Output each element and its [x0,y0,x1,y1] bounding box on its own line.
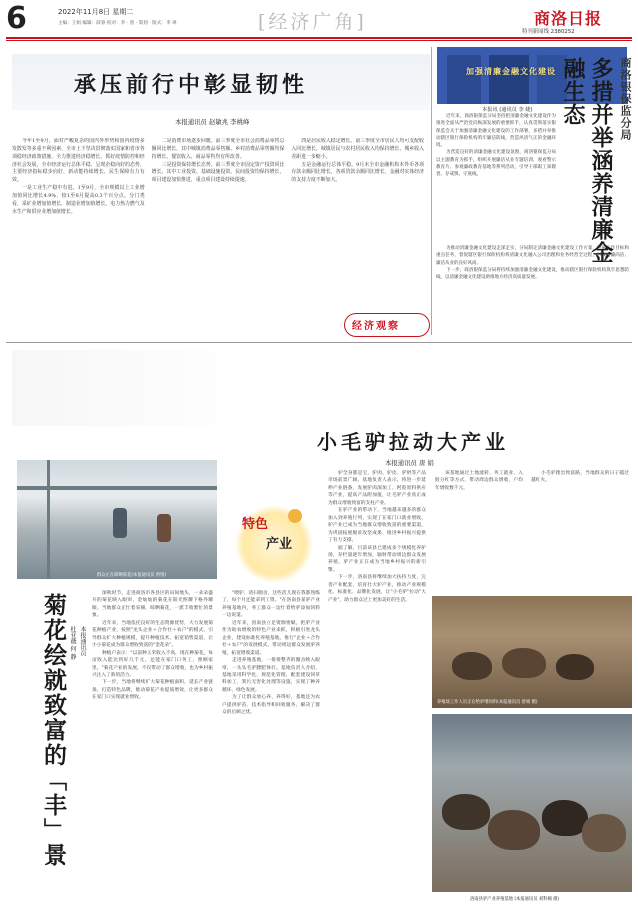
paragraph: 五是金融运行总体平稳。9月末全市金融机构本外币各项存款余额同比增长，各项贷款余额同比增长，金融对实体经济的支持力度不断加大。 [291,161,425,184]
story1-column [152,138,285,333]
story2-body [436,113,629,335]
story2-headline: 多措并举涵养清廉金融生态 [560,57,614,264]
donkey-body-3 [435,470,523,590]
paragraph: 今年1至9月，面对严峻复杂的国内外形势和国内疫情多发散发等多重不利因素，全市上下坚决贯彻落实国家和省市各项稳经济政策措施，全力推进经济稳增长，抓好疫情防控和经济社会发展，全市经济运行总体平稳、呈现企稳向好的态势，主要经济指标稳步向好，新动能持续增长，民生保障有力有效。 [12,138,145,184]
story2-column-wide [436,245,629,335]
story1-byline: 本报通讯员 赵敏兆 李桃峰 [175,118,250,126]
building-shape [489,55,529,104]
editors-line: 主编：王娟 编辑：薛睿 校对：李 · 唐 · 策划 · 版式：李 翠 [58,21,177,26]
paragraph: 下一步，洛南县将继续加大扶持力度，完善产业配套，培育壮大驴产业，推动产业规模化、标准化、品牌化发展，让"小毛驴"拉动"大产业"，助力群众过上更加美好的生活。 [328,575,426,603]
photo-caption: 洛南县驴产业养殖基地 (本报通讯员 刘科楠 摄) [470,897,560,902]
paragraph: 种植户表示："以前种玉米收入不高，现在种菊花，每亩收入能达到好几千元，还能在家门口务工，照顾家里。"菊花产业的发展，不仅带动了群众增收，也为乡村振兴注入了新的活力。 [92,650,213,678]
byline-line: 本报通讯员 [79,626,86,656]
paragraph: 下一步，当地将继续扩大菊花种植面积，延长产业链条，打造特色品牌，推动菊花产业提质增效，让更多群众在家门口实现就业增收。 [92,680,213,701]
story3-header-bg [12,350,632,426]
paragraph: 驴全身都是宝，驴肉、驴皮、驴奶等产品市场前景广阔。基地负责人表示，将进一步延伸产业链条，发展驴肉深加工、阿胶原料供应等产业，提高产品附加值，让毛驴产业真正成为群众增收致富的支柱产业。 [328,471,426,506]
paragraph: 为了让群众放心养、养得好，基地还为农户提供驴苗、技术指导和回收服务，解决了群众的后顾之忧。 [222,695,320,716]
paragraph: 该基地通过土地流转、务工就业、入股分红等方式，带动周边群众增收，户均年增收数千元。 [435,471,523,491]
paragraph: 近年来，商洛银保监分局坚持把清廉金融文化建设作为推进全面从严治党向纵深发展的重要抓手，认真贯彻落实银保监会关于加强清廉金融文化建设的工作部署，多措并举推动辖区银行保险机构筑牢廉洁防线，营造风清气正的金融环境。 [436,114,556,149]
donkey-shape [442,794,490,830]
donkey-herd-photo [432,714,632,892]
donkey-body-4 [531,470,629,590]
story1-column [291,138,424,333]
story3-vertical-title [22,593,66,883]
story1-body [12,138,424,333]
paragraph: 为推动清廉金融文化建设走深走实，分局制定清廉金融文化建设工作方案，明确工作目标和重点任务，督促辖区银行保险机构将清廉文化融入公司治理和业务经营全过程，形成崇廉尚洁、廉洁从业的良好风尚。 [436,246,629,266]
byline-line: 杜亚薇 何 静 [69,626,76,660]
label-text-2: 产业 [266,537,293,552]
chrysanthemum-body [92,590,213,910]
section-title: [经济广角] [258,11,367,33]
paragraph: 走进养殖基地，一排排整齐的圈舍映入眼帘，一头头毛驴膘肥体壮。基地负责人介绍，基地采用科学化、规范化管理，配套建设饲草料加工、粪污无害化处理等设施，实现了种养循环、绿色发展。 [222,658,320,693]
story3-column-text [222,510,320,908]
story2-subtitle: 商洛银保监分局 [619,57,632,141]
dateline: 2022年11月8日 星期二 [58,8,134,16]
paragraph: 在驴产业的带动下，当地越来越多的群众加入到养殖行列，实现了在家门口就业增收。驴产业已成为当地群众增收致富的重要渠道，为巩固拓展脱贫攻坚成果、推进乡村振兴提供了有力支撑。 [328,508,426,544]
person-shape [113,508,127,538]
hotline: 特刊新闻线 2380252 [522,29,575,35]
paragraph: 三是投资保持增长态势。前三季度全市固定资产投资同比增长，其中工业投资、基础设施投资、民间投资均保持增长，项目建设加快推进，重点项目建设持续提速。 [151,161,285,184]
paragraph: 深秋时节，走进商洛市各县区的田间地头，一朵朵盛开的菊花映入眼帘，金灿灿的菊花在阳光照耀下格外耀眼。当地群众正忙着采摘、晾晒菊花，一派丰收繁忙的景象。 [92,591,213,619]
story3-column-text [531,470,629,590]
story3-column-text [435,470,523,590]
story3-column-text [92,590,213,910]
donkey-body-1 [222,510,320,908]
donkey-shape [582,814,626,852]
story2-banner-text: 加强清廉金融文化建设 [466,66,556,76]
paragraph: "喂驴、清扫圈舍，这些活儿现在我都熟练了，每个月还能拿到工资。"在洛南县某驴产业养殖基地内，务工群众一边忙着给驴添加饲料一边说道。 [222,591,320,619]
donkey-shape [556,654,594,680]
story3-headline: 小毛驴拉动大产业 [317,430,509,454]
masthead [0,0,638,40]
story2-byline: 本报讯 (通讯员 李 婕) [482,107,533,113]
chrysanthemum-headline: 菊花绘就致富的「丰」景 [40,593,67,868]
donkey-shape [452,652,492,680]
paragraph: 近年来，洛南县立足资源禀赋，把驴产业作为助农增收的特色产业来抓，积极引进龙头企业，建设标准化养殖基地，推行"企业＋合作社＋农户"的发展模式，带动周边群众发展驴养殖，拓宽增收渠道。 [222,620,320,656]
chrysanthemum-photo [17,460,217,579]
paragraph: 小毛驴蹚出致富路，当地群众的日子越过越红火。 [531,471,629,484]
story3-column-text [328,470,426,908]
paragraph: 下一步，商洛银保监分局将持续加强清廉金融文化建设，推动辖区银行保险机构筑牢思想防线，以清廉金融文化建设助推地方经济高质量发展。 [436,267,629,281]
newspaper-logo: 商洛日报 [534,9,603,28]
donkey-body-2 [328,470,426,908]
donkey-feeding-photo [432,596,632,708]
donkey-shape [488,810,540,850]
building-shape [447,55,481,104]
story3-byline: 本报通讯员 唐 娟 [385,459,434,467]
paragraph: 二是消费市场逐步回暖。前三季度全市社会消费品零售总额同比增长，其中城镇消费品零售额、乡村消费品零售额均保持增长，餐饮收入、商品零售均有所改善。 [151,138,285,160]
section-divider [6,342,632,343]
paragraph: 一是工业生产稳中有进。1至9月，全市规模以上工业增加值同比增长4.9%，较1至8月提高0.3个百分点。分门类看，采矿业增加值增长，制造业增加值增长，电力热力燃气及水生产和供应业增加值增长。 [12,185,145,215]
label-text-1: 特色 [242,517,269,532]
story1-headline: 承压前行中彰显韧性 [74,72,309,98]
column-badge: 经济观察 [352,321,400,332]
paragraph: 近年来，当地依托良好的生态资源优势，大力发展菊花种植产业，按照"龙头企业＋合作社＋农户"的模式，引导群众扩大种植规模，提升种植技术，拓宽销售渠道，让小小菊花成为群众增收致富的"金花朵"。 [92,620,213,649]
column-divider [431,47,432,335]
story1-column [12,138,145,333]
masthead-rule-thin [6,40,632,41]
photo-caption: 养殖场工作人员正在给驴喂饲料(本报通讯员 唐娟 摄) [437,700,538,705]
photo-caption: 群众正在晾晒菊花(本报通讯员 供图) [97,573,167,578]
paragraph: 为营造良好的清廉金融文化建设氛围，商洛银保监分局以主题教育为抓手，组织开展廉洁从业专题培训、观看警示教育片、参观廉政教育基地等系列活动，引导干部职工知敬畏、存戒惧、守底线。 [436,150,556,178]
paragraph: 据了解，目前该县已建成多个规模化养驴场，存栏量逐年增加，辐射带动周边群众发展养殖，驴产业正在成为当地乡村振兴的新引擎。 [328,545,426,573]
masthead-rule [6,37,632,39]
donkey-shape [502,648,546,678]
pipe-shape [47,460,50,579]
story2-column-text [436,245,629,335]
page-number: 6 [6,1,27,36]
chrysanthemum-byline [68,626,86,690]
person-shape [157,514,171,542]
paragraph: 四是居民收入稳定增长。前三季度全市居民人均可支配收入同比增长，城镇居民与农村居民收入均保持增长，城乡收入差距进一步缩小。 [291,138,425,160]
